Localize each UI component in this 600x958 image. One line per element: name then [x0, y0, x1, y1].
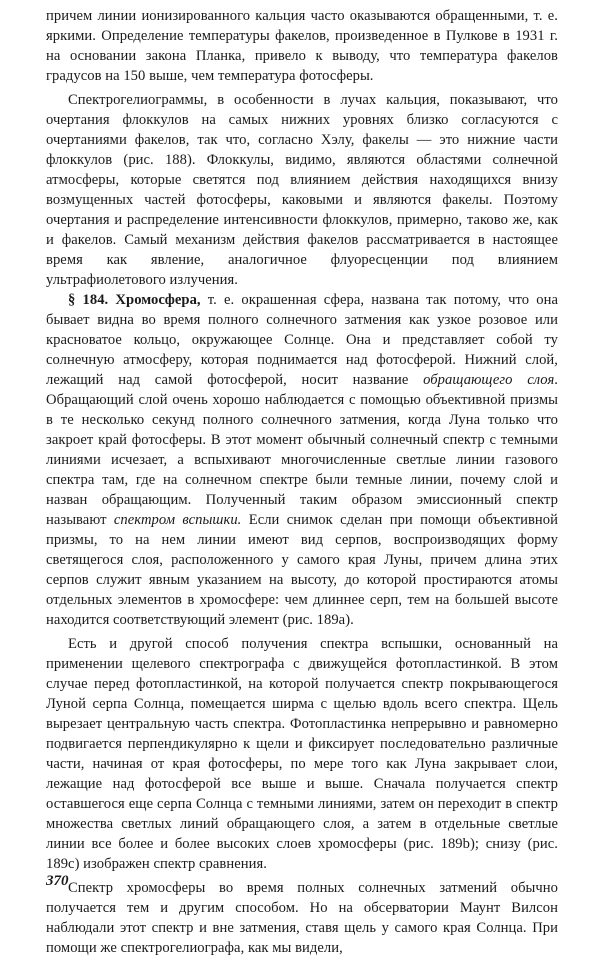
paragraph-text: Если снимок сделан при помощи объективной призмы, то на нем линии имеют вид серпов, воспроизводящих форму светящегося слоя, расположенного у самого края Луны, причем длина этих серпов служит явным указанием на высоту, до которой простираются атомы отдельных элементов в хромосфере: чем длиннее серп, тем на большей высоте находится соответствующий элемент (рис. 189а).: [46, 512, 558, 628]
paragraph-ionized-calcium: [46, 6, 558, 86]
section-heading: § 184. Хромосфера,: [68, 292, 201, 308]
paragraph-text: . Обращающий слой очень хорошо наблюдается с помощью объективной призмы в те несколько секунд полного солнечного затмения, когда Луна только что закроет край фотосферы. В этот момент обычный солнечный спектр с темными линиями исчезает, а вспыхивают многочисленные светлые линии газового спектра там, где на солнечном спектре были темные линии, почему слой и назван обращающим. Полученный таким образом эмиссионный спектр называют: [46, 372, 558, 528]
page-body: [46, 6, 558, 958]
paragraph-text: т. е. окрашенная сфера, названа так потому, что она бывает видна во время полного солнечного затмения как узкое розовое или красноватое кольцо, окружающее Солнце. Она и представляет собой ту солнечную атмосферу, которая поднимается над фотосферой. Нижний слой, лежащий над самой фотосферой, носит название: [46, 292, 558, 388]
italic-term: спектром вспышки.: [113, 512, 242, 528]
italic-term: обращающего слоя: [423, 372, 555, 388]
paragraph-chromosphere-spectrum: [46, 878, 558, 958]
paragraph-text: Есть и другой способ получения спектра вспышки, основанный на применении щелевого спектрографа с движущейся фотопластинкой. В этом случае перед фотопластинкой, на которой получается спектр покрывающегося Луной серпа Солнца, помещается ширма с щелью вдоль всего спектра. Щель вырезает центральную часть спектра. Фотопластинка непрерывно и равномерно подвигается перпендикулярно к щели и фиксирует последовательно различные части, начиная от края фотосферы, по мере того как Луна закрывает слои, лежащие над фотосферой все выше и выше. Сначала получается спектр оставшегося еще серпа Солнца с темными линиями, затем он переходит в спектр множества светлых линий обращающего слоя, а затем в отдельные светлые линии все более и более высоких слоев хромосферы (рис. 189b); снизу (рис. 189c) изображен спектр сравнения.: [46, 636, 558, 872]
paragraph-text: Спектр хромосферы во время полных солнечных затмений обычно получается тем и другим способом. Но на обсерватории Маунт Вилсон наблюдали этот спектр и вне затмения, ставя щель у самого края Солнца. При помощи же спектрогелиографа, как мы видели,: [46, 880, 558, 956]
paragraph-spectroheliograms: [46, 90, 558, 290]
paragraph-text: причем линии ионизированного кальция часто оказываются обращенными, т. е. яркими. Определение температуры факелов, произведенное в Пулкове в 1931 г. на основании закона Планка, привело к выводу, что температура факелов градусов на 150 выше, чем температура фотосферы.: [46, 8, 558, 84]
paragraph-chromosphere-section: [46, 290, 558, 630]
page-number: 370: [46, 873, 69, 889]
paragraph-slit-spectrograph: [46, 634, 558, 874]
paragraph-text: Спектрогелиограммы, в особенности в лучах кальция, показывают, что очертания флоккулов на самых нижних уровнях близко согласуются с очертаниями факелов, так что, согласно Хэлу, факелы — это нижние части флоккулов (рис. 188). Флоккулы, видимо, являются областями солнечной атмосферы, которые светятся под влиянием действия находящихся внизу возмущенных частей фотосферы, каковыми и являются факелы. Поэтому очертания и распределение интенсивности флоккулов, примерно, таково же, как и факелов. Самый механизм действия факелов рассматривается в настоящее время как явление, аналогичное флуоресценции под влиянием ультрафиолетового излучения.: [46, 92, 558, 288]
